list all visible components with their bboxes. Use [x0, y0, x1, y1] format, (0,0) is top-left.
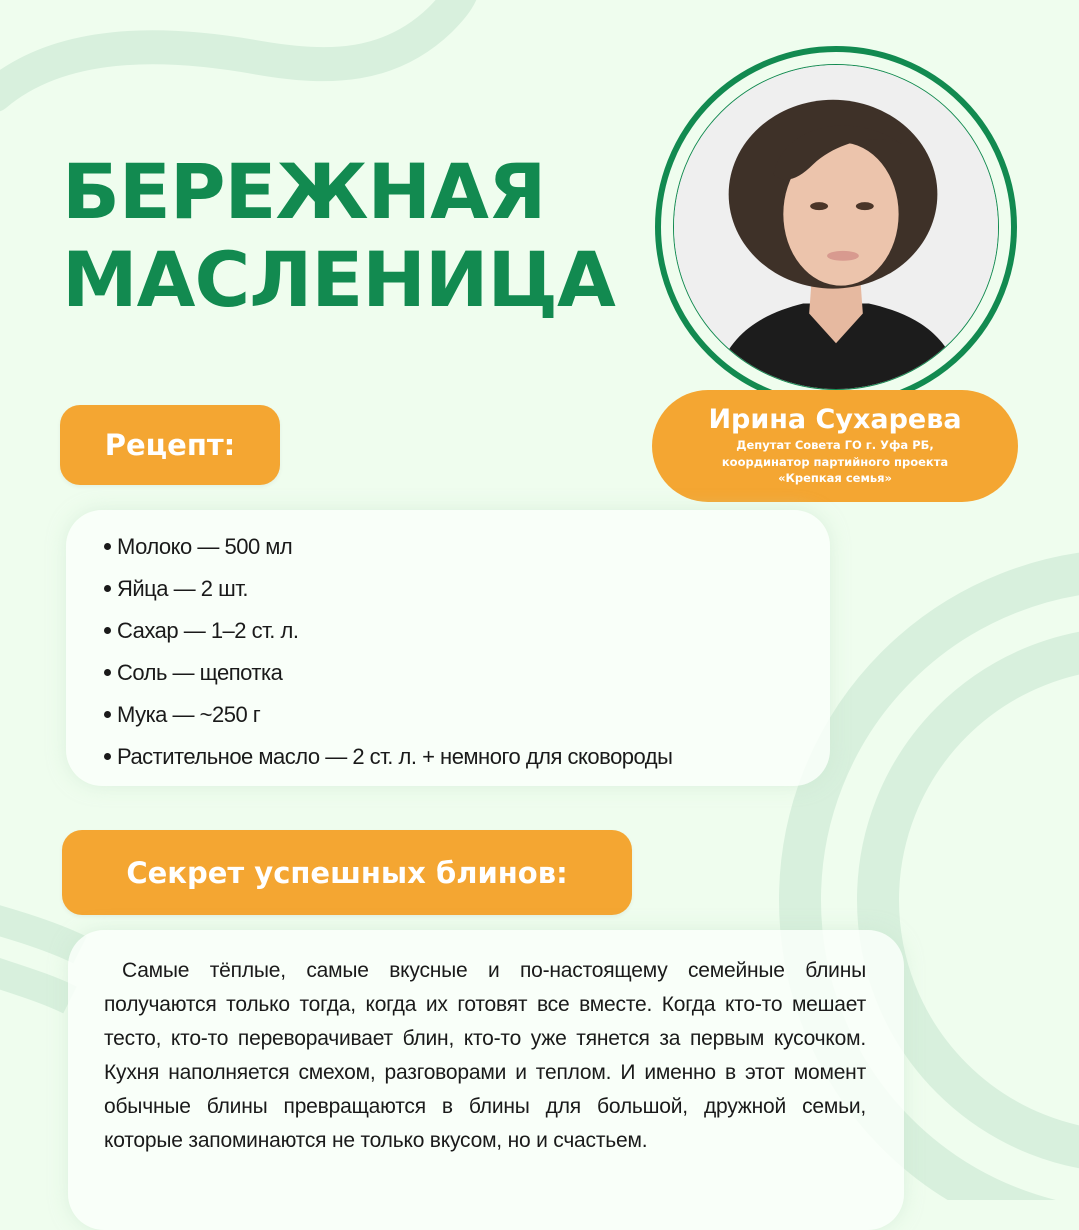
- page-title: [62, 148, 615, 324]
- bullet-icon: [104, 627, 111, 634]
- ingredients-card: [66, 510, 830, 786]
- ingredient-item: Сахар — 1–2 ст. л.: [104, 610, 830, 652]
- speaker-role-line-2: координатор партийного проекта: [721, 454, 949, 469]
- ingredient-item: Молоко — 500 мл: [104, 526, 830, 568]
- portrait-frame: [655, 46, 1017, 408]
- speaker-role-line-3: «Крепкая семья»: [778, 471, 892, 485]
- person-photo-illustration: [674, 65, 998, 389]
- speaker-role-line-1: Депутат Совета ГО г. Уфа РБ,: [736, 438, 934, 452]
- title-line-1: БЕРЕЖНАЯ: [62, 147, 546, 236]
- bullet-icon: [104, 711, 111, 718]
- recipe-heading-badge: Рецепт:: [60, 405, 280, 485]
- bullet-icon: [104, 669, 111, 676]
- secret-text-card: [68, 930, 904, 1230]
- bullet-icon: [104, 543, 111, 550]
- ingredient-item: Растительное масло — 2 ст. л. + немного для сковороды: [104, 736, 830, 778]
- speaker-badge: [652, 390, 1018, 502]
- ingredient-item: Мука — ~250 г: [104, 694, 830, 736]
- portrait-photo: [673, 64, 999, 390]
- secret-heading-badge: Секрет успешных блинов:: [62, 830, 632, 915]
- bullet-icon: [104, 585, 111, 592]
- title-line-2: МАСЛЕНИЦА: [62, 235, 615, 324]
- secret-paragraph: Самые тёплые, самые вкусные и по-настоящему семейные блины получаются только тогда, когда их готовят все вместе. Когда кто-то мешает тесто, кто-то переворачивает блин, кто-то уже тянется за первым кусочком. Кухня наполняется смехом, разговорами и теплом. И именно в этот момент обычные блины превращаются в блины для большой, дружной семьи, которые запоминаются не только вкусом, но и счастьем.: [104, 959, 866, 1152]
- ingredients-list: [66, 510, 830, 778]
- ingredient-item: Яйца — 2 шт.: [104, 568, 830, 610]
- bullet-icon: [104, 753, 111, 760]
- speaker-name: Ирина Сухарева: [708, 404, 962, 435]
- ingredient-item: Соль — щепотка: [104, 652, 830, 694]
